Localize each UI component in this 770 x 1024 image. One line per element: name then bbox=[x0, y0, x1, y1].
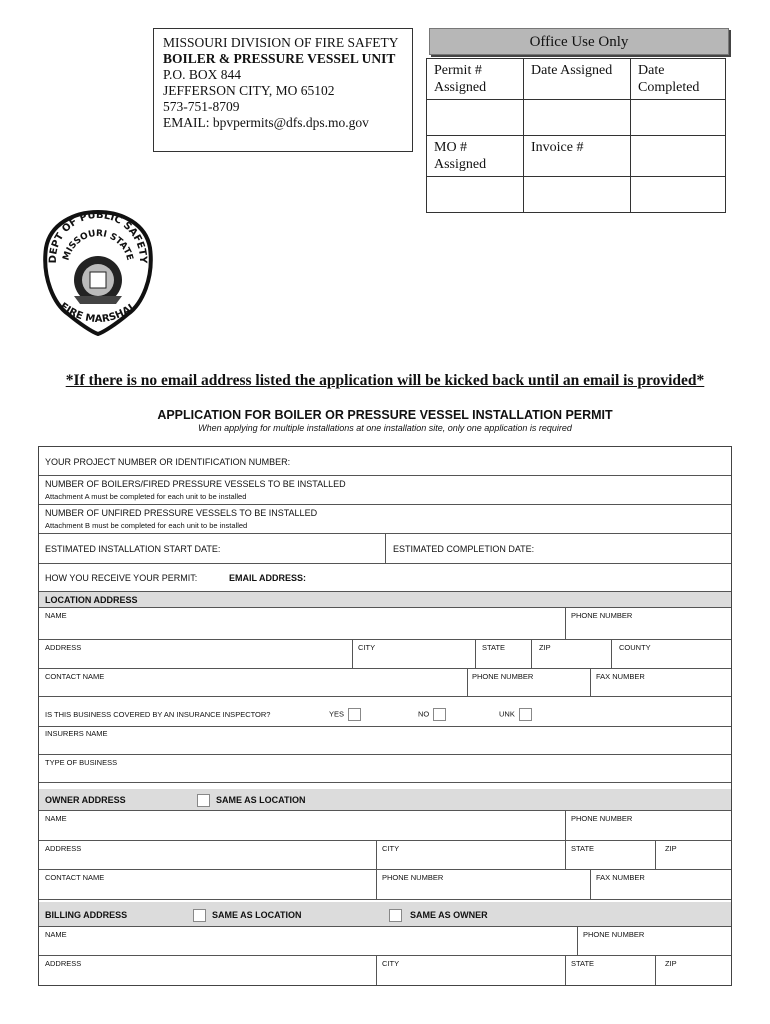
project-number-row[interactable] bbox=[39, 447, 731, 476]
agency-email: EMAIL: bpvpermits@dfs.dps.mo.gov bbox=[163, 115, 369, 130]
yes-label: YES bbox=[329, 709, 345, 719]
agency-address-box bbox=[153, 28, 413, 152]
owner-address-row[interactable] bbox=[39, 841, 731, 870]
location-address-row[interactable] bbox=[39, 640, 731, 669]
receive-permit-label: HOW YOU RECEIVE YOUR PERMIT: bbox=[45, 573, 198, 583]
application-form bbox=[38, 446, 732, 986]
fire-marshal-seal-icon bbox=[42, 208, 154, 336]
date-assigned-label: Date Assigned bbox=[524, 59, 631, 100]
blank-cell bbox=[631, 136, 726, 177]
agency-line1: MISSOURI DIVISION OF FIRE SAFETY bbox=[163, 35, 399, 50]
city-label: CITY bbox=[382, 959, 400, 968]
email-address-label: EMAIL ADDRESS: bbox=[229, 573, 307, 583]
phone-label: PHONE NUMBER bbox=[583, 930, 645, 939]
name-label: NAME bbox=[45, 930, 67, 939]
date-completed-label: Date Completed bbox=[631, 59, 726, 100]
agency-line5: 573-751-8709 bbox=[163, 99, 240, 114]
insurer-label: INSURERS NAME bbox=[45, 729, 108, 738]
location-header-label: LOCATION ADDRESS bbox=[45, 595, 138, 605]
blank-cell-2 bbox=[631, 177, 726, 213]
invoice-cell[interactable] bbox=[524, 177, 631, 213]
agency-line4: JEFFERSON CITY, MO 65102 bbox=[163, 83, 335, 98]
address-label: ADDRESS bbox=[45, 959, 82, 968]
unfired-note: Attachment B must be completed for each unit to be installed bbox=[45, 521, 248, 530]
mo-assigned-label: MO # Assigned bbox=[427, 136, 524, 177]
office-use-title: Office Use Only bbox=[429, 28, 729, 55]
zip-label: ZIP bbox=[539, 643, 551, 652]
billing-same-location-option[interactable] bbox=[193, 909, 302, 922]
phone-label: PHONE NUMBER bbox=[472, 672, 534, 681]
zip-label: ZIP bbox=[665, 959, 677, 968]
dates-row bbox=[39, 534, 731, 564]
seal-top-text: DEPT OF PUBLIC SAFETY bbox=[47, 209, 149, 264]
city-label: CITY bbox=[382, 844, 400, 853]
phone-label: PHONE NUMBER bbox=[382, 873, 444, 882]
unfired-row[interactable] bbox=[39, 505, 731, 534]
fax-label: FAX NUMBER bbox=[596, 672, 645, 681]
billing-name-row[interactable] bbox=[39, 927, 731, 956]
owner-same-location-checkbox[interactable] bbox=[197, 794, 210, 807]
unk-label: UNK bbox=[499, 709, 515, 719]
location-header bbox=[39, 592, 731, 608]
unfired-label: NUMBER OF UNFIRED PRESSURE VESSELS TO BE INSTALLED bbox=[45, 508, 318, 518]
seal-mid-text: MISSOURI STATE bbox=[61, 228, 135, 262]
insurer-row[interactable] bbox=[39, 727, 731, 755]
owner-same-location-option[interactable] bbox=[197, 794, 306, 807]
state-label: STATE bbox=[571, 959, 595, 968]
owner-contact-row[interactable] bbox=[39, 870, 731, 900]
state-label: STATE bbox=[571, 844, 595, 853]
invoice-label: Invoice # bbox=[524, 136, 631, 177]
receive-permit-row[interactable] bbox=[39, 564, 731, 592]
name-label: NAME bbox=[45, 814, 67, 823]
phone-label: PHONE NUMBER bbox=[571, 611, 633, 620]
date-completed-cell[interactable] bbox=[631, 100, 726, 136]
date-assigned-cell[interactable] bbox=[524, 100, 631, 136]
billing-same-owner-option[interactable] bbox=[389, 909, 488, 922]
contact-label: CONTACT NAME bbox=[45, 873, 105, 882]
completion-date-label: ESTIMATED COMPLETION DATE: bbox=[393, 544, 535, 554]
billing-same-location-checkbox[interactable] bbox=[193, 909, 206, 922]
unk-option[interactable] bbox=[499, 708, 532, 721]
billing-address-row[interactable] bbox=[39, 956, 731, 986]
insurance-question: IS THIS BUSINESS COVERED BY AN INSURANCE INSPECTOR? bbox=[45, 710, 271, 719]
same-location-label: SAME AS LOCATION bbox=[216, 794, 306, 805]
no-label: NO bbox=[418, 709, 430, 719]
owner-name-row[interactable] bbox=[39, 811, 731, 841]
email-notice: *If there is no email address listed the application will be kicked back until an email is provided* bbox=[65, 372, 705, 389]
contact-label: CONTACT NAME bbox=[45, 672, 105, 681]
agency-line3: P.O. BOX 844 bbox=[163, 67, 242, 82]
office-use-table bbox=[426, 58, 726, 213]
project-number-label: YOUR PROJECT NUMBER OR IDENTIFICATION NUMBER: bbox=[45, 457, 291, 467]
name-label: NAME bbox=[45, 611, 67, 620]
insurance-row bbox=[39, 697, 731, 727]
county-label: COUNTY bbox=[619, 643, 651, 652]
yes-checkbox[interactable] bbox=[348, 708, 361, 721]
no-option[interactable] bbox=[418, 708, 446, 721]
billing-header bbox=[39, 902, 731, 927]
zip-label: ZIP bbox=[665, 844, 677, 853]
same-location-label: SAME AS LOCATION bbox=[212, 909, 302, 920]
agency-line2: BOILER & PRESSURE VESSEL UNIT bbox=[163, 51, 396, 66]
form-title: APPLICATION FOR BOILER OR PRESSURE VESSEL INSTALLATION PERMIT bbox=[157, 408, 613, 422]
yes-option[interactable] bbox=[329, 708, 361, 721]
phone-label: PHONE NUMBER bbox=[571, 814, 633, 823]
billing-same-owner-checkbox[interactable] bbox=[389, 909, 402, 922]
seal-bottom-text: FIRE MARSHAL bbox=[57, 301, 139, 326]
boilers-label: NUMBER OF BOILERS/FIRED PRESSURE VESSELS TO BE INSTALLED bbox=[45, 479, 346, 489]
mo-cell[interactable] bbox=[427, 177, 524, 213]
billing-header-label: BILLING ADDRESS bbox=[45, 910, 128, 920]
address-label: ADDRESS bbox=[45, 844, 82, 853]
state-label: STATE bbox=[482, 643, 506, 652]
owner-header-label: OWNER ADDRESS bbox=[45, 795, 126, 805]
start-date-label: ESTIMATED INSTALLATION START DATE: bbox=[45, 544, 221, 554]
boilers-note: Attachment A must be completed for each unit to be installed bbox=[45, 492, 247, 501]
fax-label: FAX NUMBER bbox=[596, 873, 645, 882]
business-type-label: TYPE OF BUSINESS bbox=[45, 758, 118, 767]
location-contact-row[interactable] bbox=[39, 669, 731, 697]
location-name-row[interactable] bbox=[39, 608, 731, 640]
city-label: CITY bbox=[358, 643, 376, 652]
address-label: ADDRESS bbox=[45, 643, 82, 652]
owner-header bbox=[39, 789, 731, 811]
form-subtitle: When applying for multiple installations at one installation site, only one application is required bbox=[198, 423, 572, 433]
same-owner-label: SAME AS OWNER bbox=[410, 909, 488, 920]
permit-cell[interactable] bbox=[427, 100, 524, 136]
no-checkbox[interactable] bbox=[433, 708, 446, 721]
permit-assigned-label: Permit # Assigned bbox=[427, 59, 524, 100]
business-type-row[interactable] bbox=[39, 755, 731, 783]
boilers-row[interactable] bbox=[39, 476, 731, 505]
unk-checkbox[interactable] bbox=[519, 708, 532, 721]
